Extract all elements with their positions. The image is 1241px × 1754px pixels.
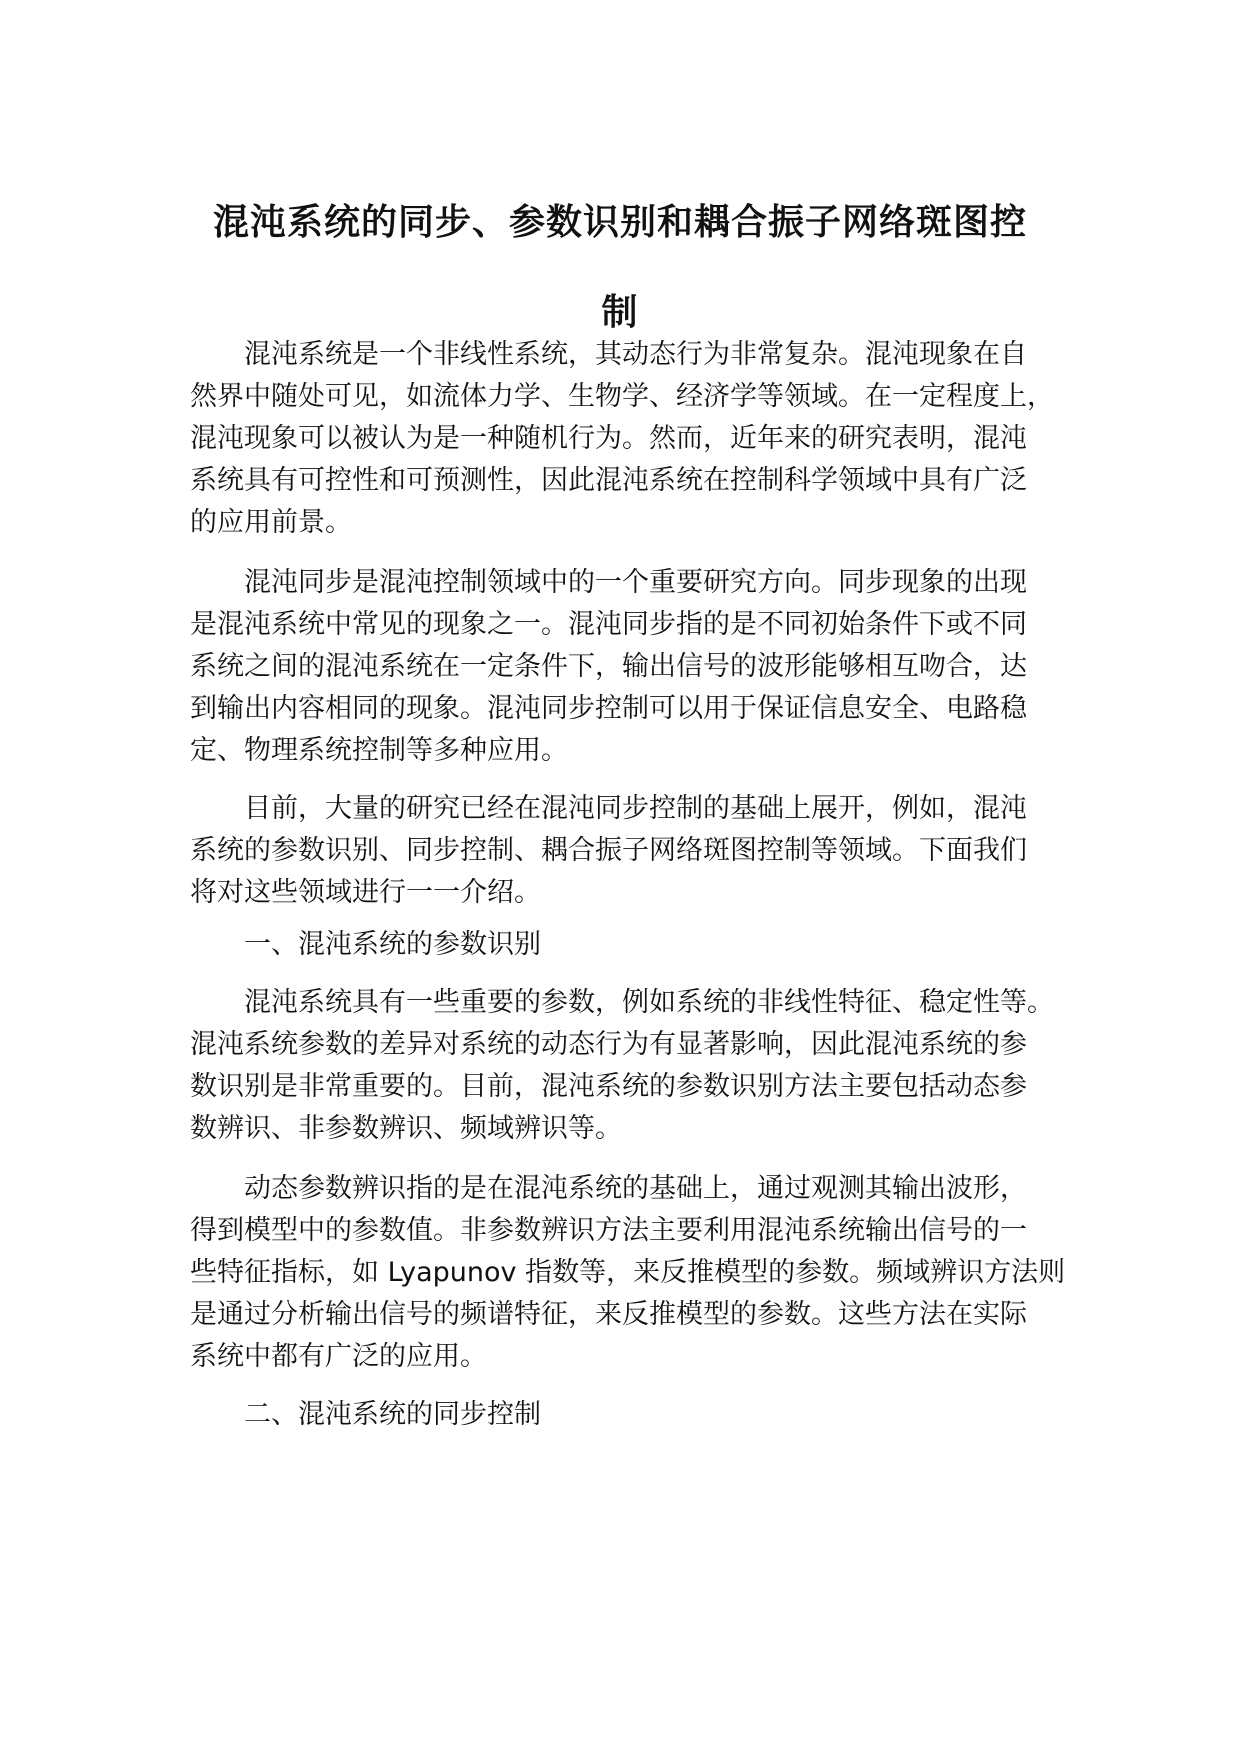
document-title — [190, 178, 1050, 358]
paragraph-line: 系统之间的混沌系统在一定条件下，输出信号的波形能够相互吻合，达 — [190, 651, 1027, 682]
paragraph-line: 系统的参数识别、同步控制、耦合振子网络斑图控制等领域。下面我们 — [190, 835, 1027, 866]
paragraph-line: 是混沌系统中常见的现象之一。混沌同步指的是不同初始条件下或不同 — [190, 609, 1027, 640]
paragraph-line: 系统具有可控性和可预测性，因此混沌系统在控制科学领域中具有广泛 — [190, 465, 1027, 496]
paragraph-line: 混沌同步是混沌控制领域中的一个重要研究方向。同步现象的出现 — [244, 567, 1027, 598]
paragraph-line: 得到模型中的参数值。非参数辨识方法主要利用混沌系统输出信号的一 — [190, 1215, 1027, 1246]
paragraph-line: 目前，大量的研究已经在混沌同步控制的基础上展开，例如，混沌 — [244, 793, 1027, 824]
paragraph-line: 将对这些领域进行一一介绍。 — [190, 877, 541, 908]
paragraph-line: 动态参数辨识指的是在混沌系统的基础上，通过观测其输出波形， — [244, 1173, 1027, 1204]
paragraph-line: 些特征指标，如 Lyapunov 指数等，来反推模型的参数。频域辨识方法则 — [190, 1257, 1066, 1288]
paragraph-line: 混沌系统具有一些重要的参数，例如系统的非线性特征、稳定性等。 — [244, 987, 1054, 1018]
paragraph-line: 的应用前景。 — [190, 507, 352, 538]
title-line: 制 — [601, 292, 639, 333]
paragraph-line: 数识别是非常重要的。目前，混沌系统的参数识别方法主要包括动态参 — [190, 1071, 1027, 1102]
paragraph-line: 定、物理系统控制等多种应用。 — [190, 735, 568, 766]
paragraph-line: 混沌系统是一个非线性系统，其动态行为非常复杂。混沌现象在自 — [244, 339, 1027, 370]
section-heading: 二、混沌系统的同步控制 — [244, 1399, 541, 1430]
paragraph-line: 混沌系统参数的差异对系统的动态行为有显著影响，因此混沌系统的参 — [190, 1029, 1027, 1060]
paragraph-line: 数辨识、非参数辨识、频域辨识等。 — [190, 1113, 622, 1144]
paragraph-line: 然界中随处可见，如流体力学、生物学、经济学等领域。在一定程度上， — [190, 381, 1054, 412]
title-line: 混沌系统的同步、参数识别和耦合振子网络斑图控 — [212, 202, 1027, 243]
section-heading: 一、混沌系统的参数识别 — [244, 929, 541, 960]
paragraph-line: 系统中都有广泛的应用。 — [190, 1341, 487, 1372]
paragraph-line: 是通过分析输出信号的频谱特征，来反推模型的参数。这些方法在实际 — [190, 1299, 1027, 1330]
paragraph-line: 混沌现象可以被认为是一种随机行为。然而，近年来的研究表明，混沌 — [190, 423, 1027, 454]
paragraph-line: 到输出内容相同的现象。混沌同步控制可以用于保证信息安全、电路稳 — [190, 693, 1027, 724]
